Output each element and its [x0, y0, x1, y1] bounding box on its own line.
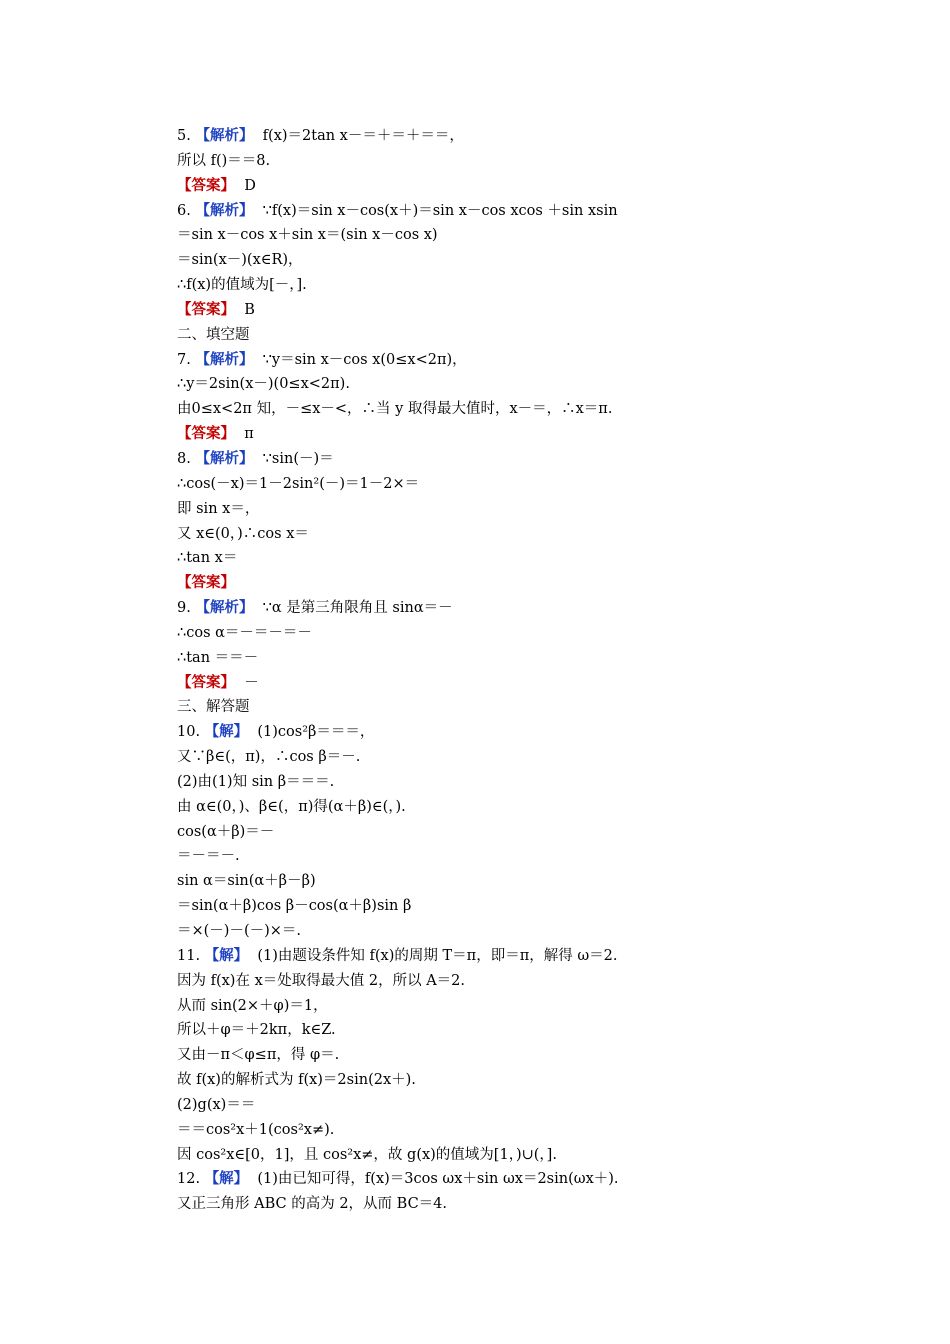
- line-content: sin α＝sin(α＋β－β): [177, 873, 316, 890]
- text-line: [177, 1068, 777, 1093]
- line-content: 因为 f(x)在 x＝处取得最大值 2，所以 A＝2.: [177, 972, 466, 989]
- line-content: (2)由(1)知 sin β＝＝＝.: [177, 773, 335, 790]
- line-content: ∵y＝sin x－cos x(0≤x<2π)，: [253, 351, 467, 368]
- text-line: [177, 1093, 777, 1118]
- analysis-tag: 【解析】: [195, 201, 254, 219]
- text-line: [177, 621, 777, 646]
- line-content: ∵sin(－)＝: [253, 450, 334, 467]
- answer-tag: 【答案】: [177, 176, 235, 194]
- text-line: [177, 174, 777, 199]
- answer-tag: 【答案】: [177, 574, 235, 592]
- text-line: [177, 348, 777, 373]
- line-content: ∵α 是第三角限角且 sinα＝－: [253, 600, 453, 617]
- line-content: ∴cos(－x)＝1－2sin²(－)＝1－2×＝: [177, 475, 420, 492]
- text-line: [177, 372, 777, 397]
- line-content: 从而 sin(2×＋φ)＝1，: [177, 997, 328, 1014]
- text-line: [177, 969, 777, 994]
- line-content: ＝×(－)－(－)×＝.: [177, 923, 302, 939]
- text-line: [177, 695, 777, 720]
- text-line: [177, 994, 777, 1019]
- line-content: 又∵β∈(，π)，∴cos β＝－.: [177, 749, 361, 766]
- question-number: 6.: [177, 202, 191, 219]
- text-line: [177, 323, 777, 348]
- answer-tag: 【答案】: [177, 425, 235, 443]
- text-line: [177, 745, 777, 770]
- line-content: B: [235, 301, 255, 318]
- text-line: [177, 546, 777, 571]
- analysis-tag: 【解析】: [195, 350, 254, 368]
- line-content: ∵f(x)＝sin x－cos(x＋)＝sin x－cos xcos ＋sin xsin: [253, 202, 618, 219]
- text-line: [177, 1043, 777, 1068]
- text-line: [177, 422, 777, 447]
- text-line: [177, 1143, 777, 1168]
- text-line: [177, 671, 777, 696]
- analysis-tag: 【解】: [204, 946, 249, 964]
- line-content: 所以＋φ＝＋2kπ，k∈Z.: [177, 1022, 336, 1039]
- line-content: 又正三角形 ABC 的高为 2，从而 BC＝4.: [177, 1196, 448, 1213]
- text-line: [177, 919, 777, 944]
- text-line: [177, 770, 777, 795]
- question-number: 11.: [177, 947, 201, 964]
- line-content: 所以 f()＝＝8.: [177, 152, 271, 169]
- analysis-tag: 【解】: [204, 723, 249, 741]
- answer-tag: 【答案】: [177, 300, 235, 318]
- text-line: [177, 869, 777, 894]
- line-content: D: [235, 177, 256, 194]
- text-line: [177, 844, 777, 869]
- analysis-tag: 【解析】: [195, 449, 254, 467]
- analysis-tag: 【解析】: [195, 599, 254, 617]
- line-content: ＝－＝－.: [177, 848, 240, 865]
- document-body: [177, 124, 777, 1217]
- text-line: [177, 522, 777, 547]
- line-content: 即 sin x＝，: [177, 500, 260, 517]
- question-number: 12.: [177, 1171, 201, 1188]
- text-line: [177, 596, 777, 621]
- text-line: [177, 571, 777, 596]
- question-number: 5.: [177, 128, 191, 144]
- question-number: 8.: [177, 450, 191, 467]
- question-number: 9.: [177, 600, 191, 617]
- text-line: [177, 447, 777, 472]
- line-content: cos(α＋β)＝－: [177, 823, 275, 840]
- text-line: [177, 894, 777, 919]
- line-content: ＝sin(x－)(x∈R)，: [177, 252, 303, 269]
- text-line: [177, 720, 777, 745]
- text-line: [177, 199, 777, 224]
- text-line: [177, 1192, 777, 1217]
- line-content: (2)g(x)＝＝: [177, 1096, 256, 1113]
- answer-tag: 【答案】: [177, 673, 235, 691]
- line-content: ∴y＝2sin(x－)(0≤x<2π).: [177, 376, 350, 393]
- text-line: [177, 497, 777, 522]
- line-content: (1)由题设条件知 f(x)的周期 T＝π，即＝π，解得 ω＝2.: [248, 947, 618, 964]
- text-line: [177, 223, 777, 248]
- text-line: [177, 248, 777, 273]
- text-line: [177, 149, 777, 174]
- line-content: ＝＝cos²x＋1(cos²x≠).: [177, 1121, 335, 1138]
- line-content: －: [235, 674, 259, 691]
- text-line: [177, 646, 777, 671]
- line-content: f(x)＝2tan x－＝＋＝＋＝＝，: [253, 128, 464, 144]
- text-line: [177, 820, 777, 845]
- text-line: [177, 397, 777, 422]
- line-content: 由 α∈(0，)、β∈(，π)得(α＋β)∈(，).: [177, 798, 406, 815]
- text-line: [177, 124, 777, 149]
- text-line: [177, 273, 777, 298]
- line-content: 三、解答题: [177, 699, 250, 716]
- analysis-tag: 【解析】: [195, 127, 254, 144]
- line-content: ∴cos α＝－＝－＝－: [177, 624, 312, 641]
- line-content: π: [235, 426, 254, 443]
- line-content: ＝sin(α＋β)cos β－cos(α＋β)sin β: [177, 898, 412, 915]
- line-content: ∴tan ＝＝－: [177, 649, 259, 666]
- question-number: 7.: [177, 351, 191, 368]
- line-content: 由0≤x<2π 知，－≤x－<，∴当 y 取得最大值时，x－＝，∴x＝π.: [177, 401, 613, 418]
- text-line: [177, 795, 777, 820]
- text-line: [177, 1018, 777, 1043]
- line-content: ∴f(x)的值域为[－，].: [177, 277, 307, 294]
- line-content: (1)cos²β＝＝＝，: [248, 724, 375, 741]
- line-content: 又 x∈(0，)∴cos x＝: [177, 525, 309, 542]
- line-content: 因 cos²x∈[0，1]，且 cos²x≠，故 g(x)的值域为[1，)∪(，].: [177, 1146, 557, 1163]
- text-line: [177, 472, 777, 497]
- analysis-tag: 【解】: [204, 1170, 249, 1188]
- line-content: ∴tan x＝: [177, 550, 238, 567]
- line-content: 二、填空题: [177, 326, 250, 343]
- text-line: [177, 1118, 777, 1143]
- text-line: [177, 1167, 777, 1192]
- line-content: ＝sin x－cos x＋sin x＝(sin x－cos x): [177, 227, 438, 244]
- text-line: [177, 944, 777, 969]
- line-content: 又由－π＜φ≤π，得 φ＝.: [177, 1047, 340, 1064]
- line-content: (1)由已知可得，f(x)＝3cos ωx＋sin ωx＝2sin(ωx＋).: [248, 1171, 619, 1188]
- text-line: [177, 298, 777, 323]
- question-number: 10.: [177, 724, 201, 741]
- line-content: 故 f(x)的解析式为 f(x)＝2sin(2x＋).: [177, 1072, 416, 1089]
